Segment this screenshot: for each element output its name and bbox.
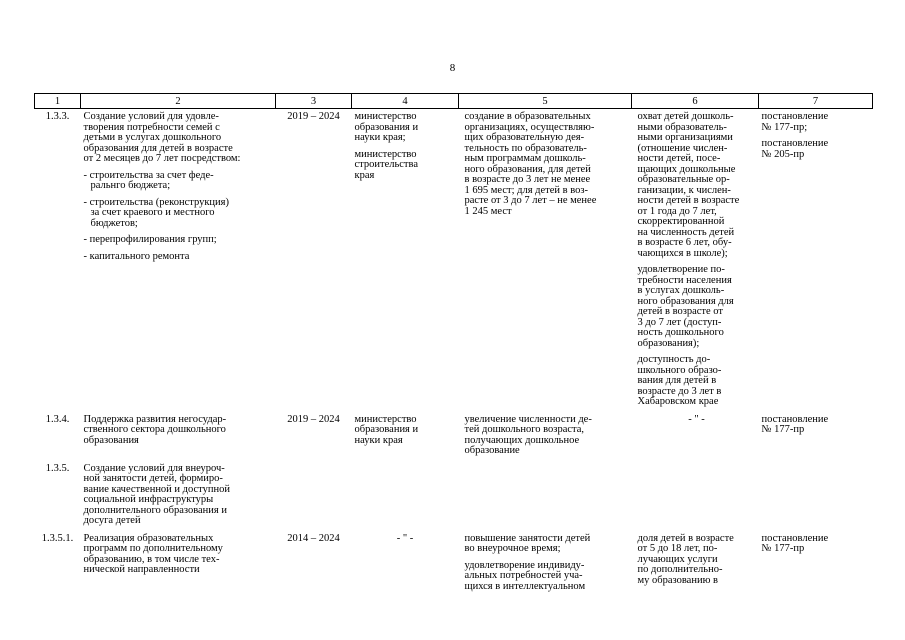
list-item: - строительства (реконструкция) за счет краевого и местного бюджетов; (83, 196, 229, 229)
legal-documents: постановление № 177-пр (761, 413, 829, 435)
header-col-7: 7 (759, 94, 873, 109)
executors: - " - (396, 532, 414, 544)
measure-name: Создание условий для внеуроч- ной занятости детей, формиро- вание качественной и доступной социальной инфраструктуры дополнительного образования и досуга детей (83, 462, 230, 526)
header-col-3: 3 (276, 94, 352, 109)
expected-results: создание в образовательных организациях, осуществляю- щих образовательную дея- тельность по образователь- ным программам дошколь- ного образования, для детей в возрасте до 3 лет не менее 1 695 мест; для детей в воз- расте от 3 до 7 лет – не менее 1 245 мест (464, 111, 597, 217)
table-row (35, 109, 873, 412)
header-col-5: 5 (459, 94, 632, 109)
row-number: 1.3.5.1. (41, 532, 74, 544)
expected-results: повышение занятости детей во внеурочное время; удовлетворение индивиду- альных потребностей уча- щихся в интеллектуальном (464, 532, 591, 592)
header-col-6: 6 (632, 94, 759, 109)
measure-name: Поддержка развития негосудар- ственного сектора дошкольного образования (83, 413, 227, 446)
legal-documents: постановление № 177-пр; постановление № 205-пр (761, 111, 829, 160)
table-row (35, 531, 873, 597)
list-item: - строительства за счет феде- ральнго бюджета; (83, 169, 214, 191)
page-number: 8 (449, 62, 456, 74)
expected-results: увеличение численности де- тей дошкольного возраста, получающих дошкольное образование (464, 413, 592, 456)
period: 2019 – 2024 (287, 413, 340, 425)
header-row (35, 94, 873, 109)
executors: министерство образования и науки края; министерство строительства края (354, 111, 419, 181)
header-col-4: 4 (352, 94, 459, 109)
measures-table (34, 93, 873, 596)
row-number: 1.3.3. (45, 111, 70, 122)
list-item: - перепрофилирования групп; (83, 234, 217, 245)
indicators: охват детей дошколь- ными образователь- ными организациями (отношение числен- ности детей, посе- щающих дошкольные образовательные ор- ганизации, к числен- ности детей в возрасте от 1 года до 7 лет, скорректированной на численность детей в возрасте 6 лет, обу- чающихся в школе); удовлетворение по- требности населения в услугах дошколь- ного образования для детей в возрасте от 3 до 7 лет (доступ- ность дошкольного образования); доступность до- школьного образо- вания для детей в возрасте до 3 лет в Хабаровском крае (637, 111, 740, 407)
row-number: 1.3.4. (45, 413, 70, 425)
table-row (35, 412, 873, 461)
list-item: - капитального ремонта (83, 250, 190, 262)
period: 2014 – 2024 (287, 532, 340, 544)
row-number: 1.3.5. (45, 462, 70, 474)
period: 2019 – 2024 (287, 111, 340, 122)
measure-name: Реализация образовательных программ по дополнительному образованию, в том числе тех- нической направленности (83, 532, 223, 575)
table-row (35, 461, 873, 531)
header-col-2: 2 (81, 94, 276, 109)
executors: министерство образования и науки края (354, 413, 419, 446)
legal-documents: постановление № 177-пр (761, 532, 829, 554)
indicators: доля детей в возрасте от 5 до 18 лет, по- лучающих услуги по дополнительно- му образованию в (637, 532, 734, 586)
header-col-1: 1 (35, 94, 81, 109)
indicators: - " - (688, 413, 705, 425)
measure-name: Создание условий для удовле- творения потребности семей с детьми в услугах дошкольного образования для детей в возрасте от 2 месяцев до 7 лет посредством: - строительства за счет феде- ральнго бюджета; - строительства (реконструкция) за счет краевого и местного бюджетов; - перепрофилирования групп; - капитального ремонта (81, 109, 276, 412)
